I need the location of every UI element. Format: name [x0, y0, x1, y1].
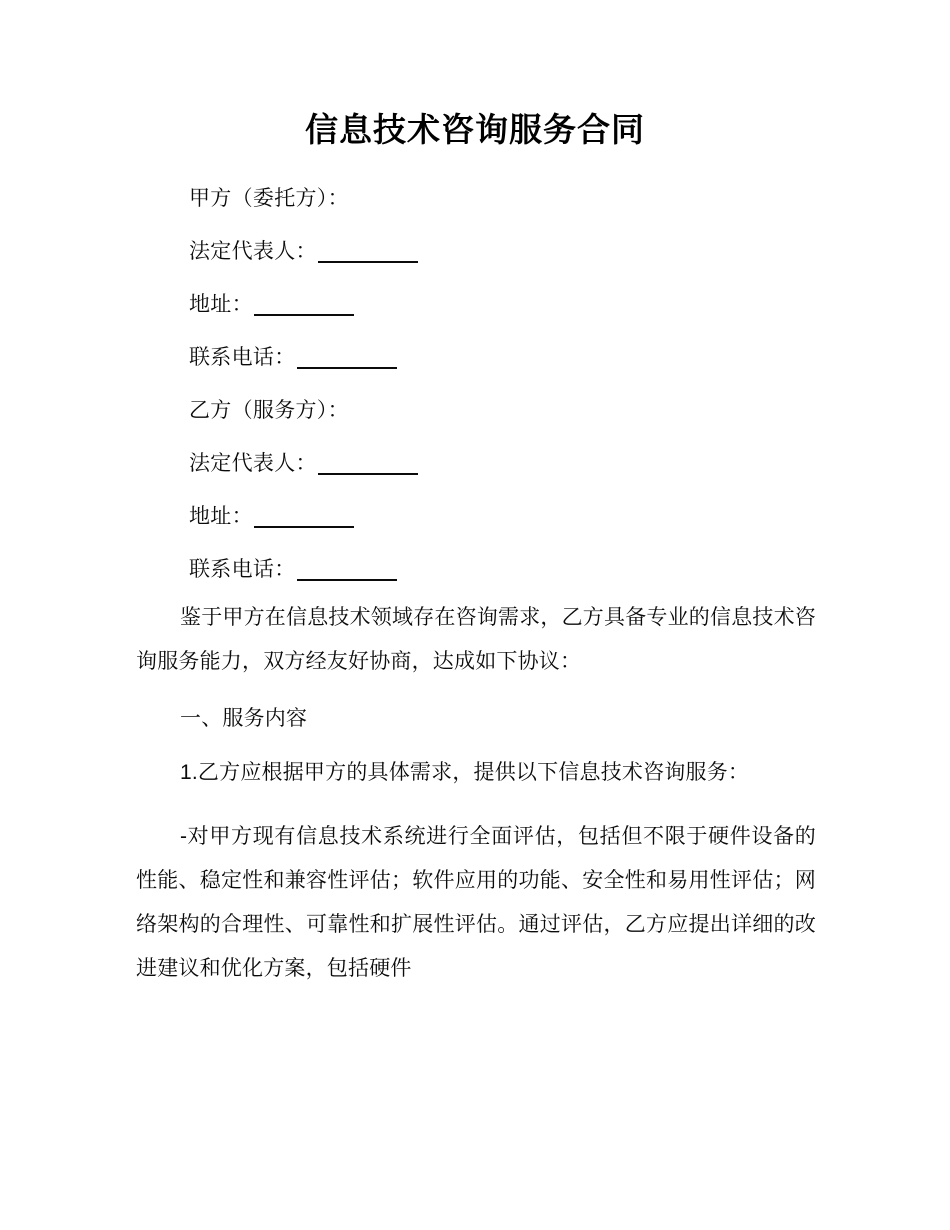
spacer — [136, 684, 816, 697]
party-b-heading: 乙方（服务方）： — [189, 399, 349, 422]
party-b-phone-label: 联系电话： — [189, 558, 296, 581]
party-b-address-fill-rule[interactable] — [254, 526, 354, 528]
party-a-address-row — [136, 278, 826, 331]
party-a-legal-rep-fill-rule[interactable] — [318, 261, 418, 263]
spacer — [136, 795, 816, 815]
party-b-legal-rep-label: 法定代表人： — [189, 452, 317, 475]
party-b-block — [136, 384, 826, 596]
preamble-paragraph: 鉴于甲方在信息技术领域存在咨询需求，乙方具备专业的信息技术咨询服务能力，双方经友好协商，达成如下协议： — [136, 606, 816, 673]
party-b-legal-rep-row — [136, 437, 826, 490]
party-b-phone-row — [136, 543, 826, 596]
spacer — [136, 741, 816, 751]
party-a-legal-rep-label: 法定代表人： — [189, 240, 317, 263]
item-1-paragraph: 1.乙方应根据甲方的具体需求，提供以下信息技术咨询服务： — [180, 761, 750, 784]
document-body — [136, 596, 816, 991]
section-1-heading: 一、服务内容 — [180, 707, 308, 730]
party-a-phone-fill-rule[interactable] — [297, 367, 397, 369]
party-b-address-row — [136, 490, 826, 543]
party-a-phone-label: 联系电话： — [189, 346, 296, 369]
page-title: 信息技术咨询服务合同 — [305, 111, 645, 148]
party-a-phone-row — [136, 331, 826, 384]
party-a-address-label: 地址： — [189, 293, 253, 316]
party-a-block — [136, 172, 826, 384]
bullet-1-paragraph: -对甲方现有信息技术系统进行全面评估，包括但不限于硬件设备的性能、稳定性和兼容性评估；软件应用的功能、安全性和易用性评估；网络架构的合理性、可靠性和扩展性评估。通过评估，乙方应提出详细的改进建议和优化方案，包括硬件 — [136, 825, 816, 980]
party-b-address-label: 地址： — [189, 505, 253, 528]
party-a-heading: 甲方（委托方）： — [189, 187, 349, 210]
party-b-phone-fill-rule[interactable] — [297, 579, 397, 581]
party-a-address-fill-rule[interactable] — [254, 314, 354, 316]
party-a-legal-rep-row — [136, 225, 826, 278]
party-b-legal-rep-fill-rule[interactable] — [318, 473, 418, 475]
